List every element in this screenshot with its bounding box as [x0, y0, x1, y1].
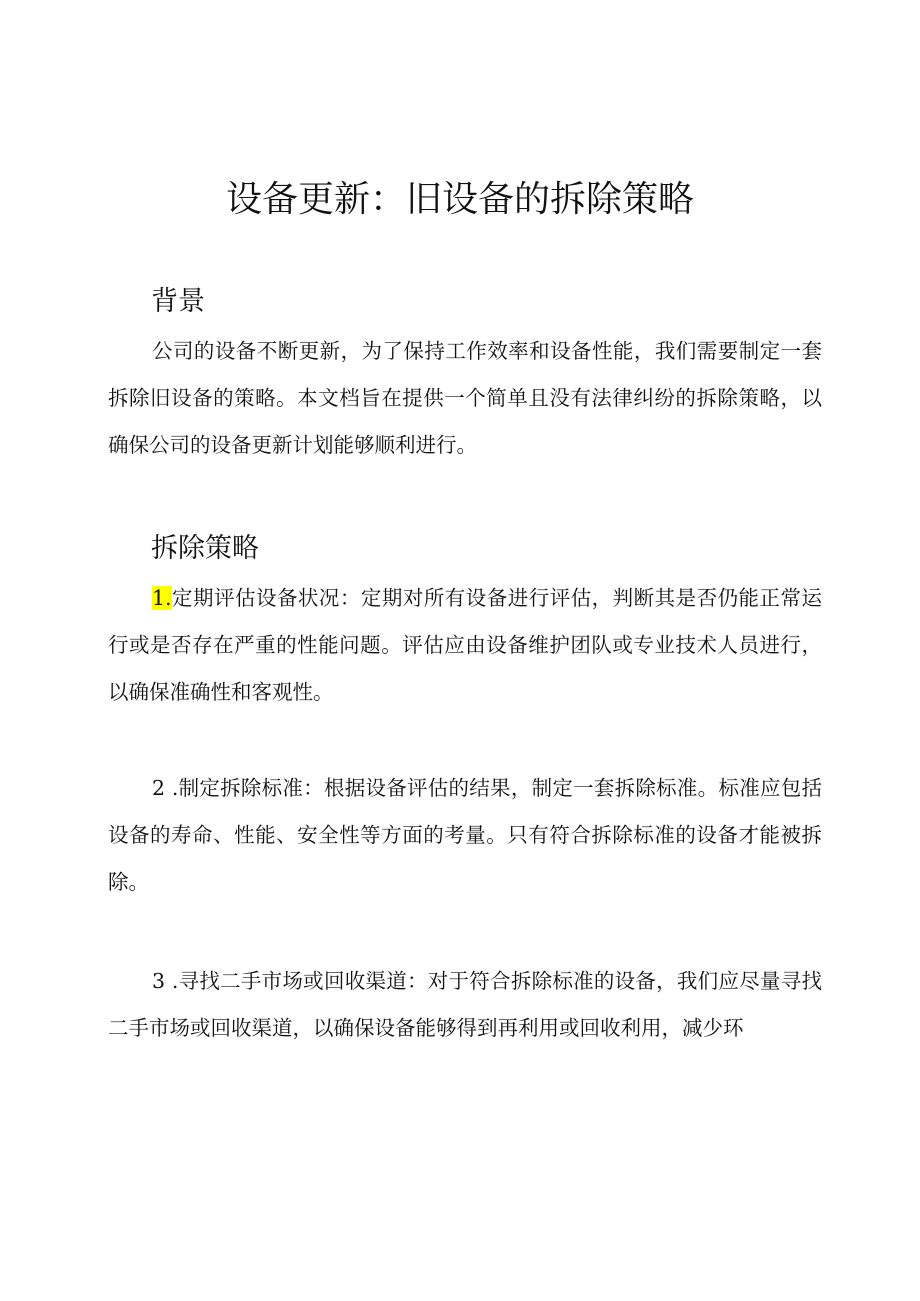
highlighted-item-number: 1.	[152, 586, 172, 610]
strategy-item-text: 制定拆除标准：根据设备评估的结果，制定一套拆除标准。标准应包括设备的寿命、性能、安全性等方面的考量。只有符合拆除标准的设备才能被拆除。	[108, 776, 823, 894]
strategy-item-number: 2 .	[152, 776, 179, 800]
strategy-item-3	[108, 958, 822, 1052]
background-paragraph: 公司的设备不断更新，为了保持工作效率和设备性能，我们需要制定一套拆除旧设备的策略。本文档旨在提供一个简单且没有法律纠纷的拆除策略，以确保公司的设备更新计划能够顺利进行。	[108, 339, 822, 457]
strategy-item-number: 3 .	[152, 969, 179, 993]
strategy-item-1	[108, 575, 822, 716]
document-title: 设备更新：旧设备的拆除策略	[225, 179, 694, 220]
section-heading-background: 背景	[151, 286, 205, 317]
strategy-item-2	[108, 765, 822, 906]
strategy-item-text: 定期评估设备状况：定期对所有设备进行评估，判断其是否仍能正常运行或是否存在严重的性能问题。评估应由设备维护团队或专业技术人员进行，以确保准确性和客观性。	[108, 586, 822, 704]
section-heading-strategy: 拆除策略	[151, 533, 259, 564]
strategy-item-text: 寻找二手市场或回收渠道：对于符合拆除标准的设备，我们应尽量寻找二手市场或回收渠道，以确保设备能够得到再利用或回收利用，减少环	[108, 969, 823, 1040]
